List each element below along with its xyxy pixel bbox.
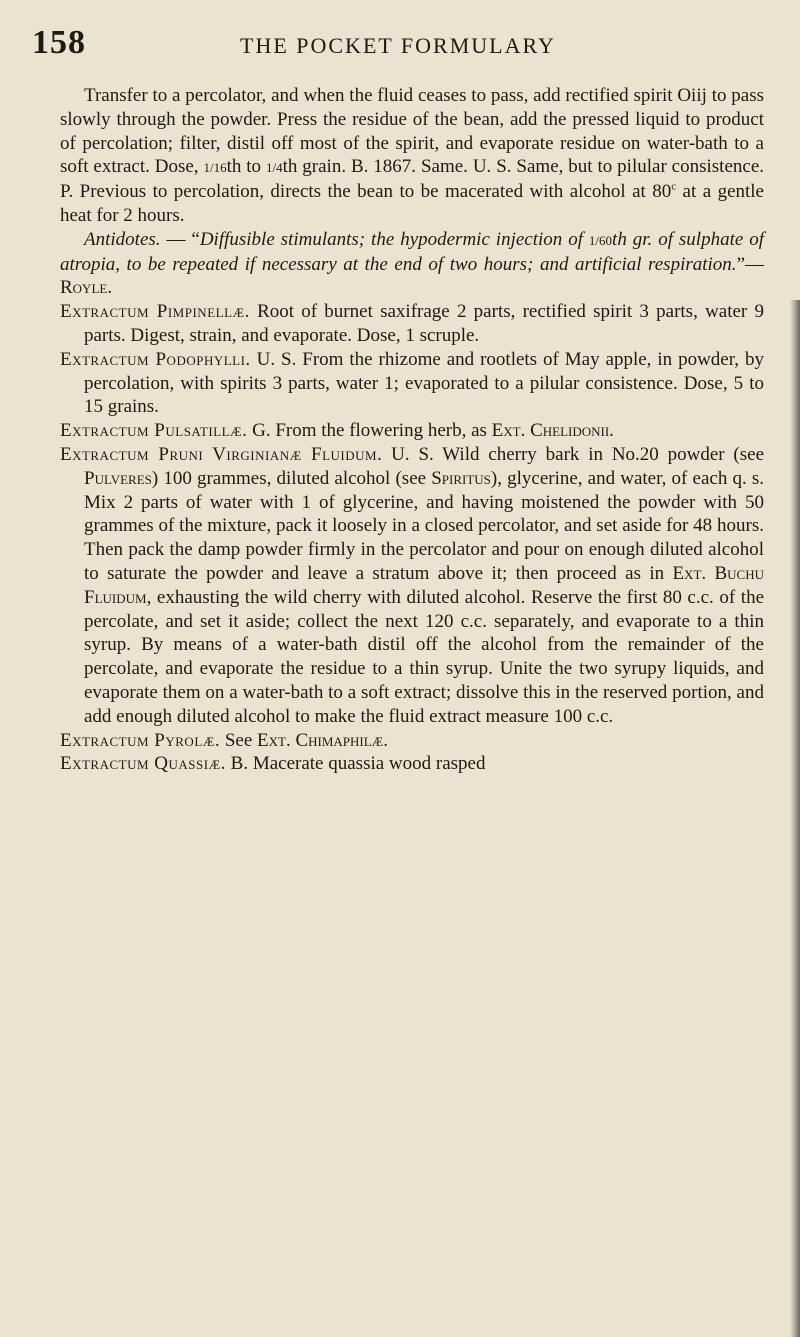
entry-extractum-pyrolae: Extractum Pyrolæ. See Ext. Chimaphilæ.	[60, 729, 388, 751]
entry-heading: Extractum Pyrolæ.	[60, 729, 221, 751]
entry-extractum-quassiae: Extractum Quassiæ. B. Macerate quassia wood rasped	[60, 753, 486, 775]
entry-extractum-pulsatillae: Extractum Pulsatillæ. G. From the flowering herb, as Ext. Chelidonii.	[60, 420, 614, 442]
cross-reference: Spiritus	[431, 467, 491, 489]
paragraph-antidotes: Antidotes. — “Diffusible stimulants; the hypodermic injection of 1/60th gr. of sulphate of atropia, to be repeated if necessary at the end of two hours; and artificial respiration.”—Royle.	[60, 228, 764, 299]
entry-extractum-pimpinellae: Extractum Pimpinellæ. Root of burnet saxifrage 2 parts, rectified spirit 3 parts, water 9 parts. Digest, strain, and evaporate. Dose, 1 scruple.	[60, 301, 764, 346]
fraction: 1/4	[265, 160, 283, 176]
cross-reference: Ext. Buchu Fluidum	[84, 562, 764, 608]
page-header	[0, 24, 800, 68]
cross-reference: Ext. Chelidonii.	[491, 420, 614, 442]
entry-heading: Extractum Pimpinellæ.	[60, 301, 250, 323]
running-head: THE POCKET FORMULARY	[240, 33, 556, 58]
entry-extractum-podophylli: Extractum Podophylli. U. S. From the rhizome and rootlets of May apple, in powder, by percolation, with spirits 3 parts, water 1; evaporated to a pilular consistence. Dose, 5 to 15 grains.	[60, 348, 764, 418]
entry-heading: Extractum Pruni Virginianæ Fluidum.	[60, 443, 383, 465]
page-number: 158	[32, 24, 86, 61]
page-edge-shadow	[790, 300, 800, 1337]
entry-heading: Extractum Pulsatillæ.	[60, 420, 248, 442]
citation-author: Royle.	[60, 277, 113, 299]
entry-heading: Extractum Quassiæ.	[60, 753, 226, 775]
entry-extractum-pruni-virginianae: Extractum Pruni Virginianæ Fluidum. U. S. Wild cherry bark in No.20 powder (see Pulveres) 100 grammes, diluted alcohol (see Spiritus), glycerine, and water, of each q. s. Mix 2 parts of water with 1 of glycerine, and having moistened the powder with 50 grammes of the mixture, pack it loosely in a closed percolator, and set aside for 48 hours. Then pack the damp powder firmly in the percolator and pour on enough diluted alcohol to saturate the powder and leave a stratum above it; then proceed as in Ext. Buchu Fluidum, exhausting the wild cherry with diluted alcohol. Reserve the first 80 c.c. of the percolate, and set it aside; collect the next 120 c.c. separately, and evaporate to a thin syrup. By means of a water-bath distil off the alcohol from the remainder of the percolate, and evaporate the residue to a thin syrup. Unite the two syrupy liquids, and evaporate them on a water-bath to a soft extract; dissolve this in the reserved portion, and add enough diluted alcohol to make the fluid extract measure 100 c.c.	[60, 443, 764, 727]
fraction: 1/60	[588, 232, 613, 248]
body-text	[60, 84, 764, 776]
cross-reference: Ext. Chimaphilæ.	[257, 729, 388, 751]
superscript: c	[671, 180, 677, 193]
cross-reference: Pulveres	[84, 467, 152, 489]
paragraph-physostigma-continued: Transfer to a percolator, and when the fluid ceases to pass, add rectified spirit Oiij to pass slowly through the powder. Press the residue of the bean, add the pressed liquid to product of percolation; filter, distil off most of the spirit, and evaporate residue on water-bath to a soft extract. Dose, 1/16th to 1/4th grain. B. 1867. Same. U. S. Same, but to pilular consistence. P. Previous to percolation, directs the bean to be macerated with alcohol at 80$^c$ at a gentle heat for 2 hours.	[60, 85, 765, 226]
entry-heading: Extractum Podophylli.	[60, 348, 251, 370]
antidotes-label: Antidotes.	[84, 228, 161, 250]
fraction: 1/16	[203, 160, 227, 176]
